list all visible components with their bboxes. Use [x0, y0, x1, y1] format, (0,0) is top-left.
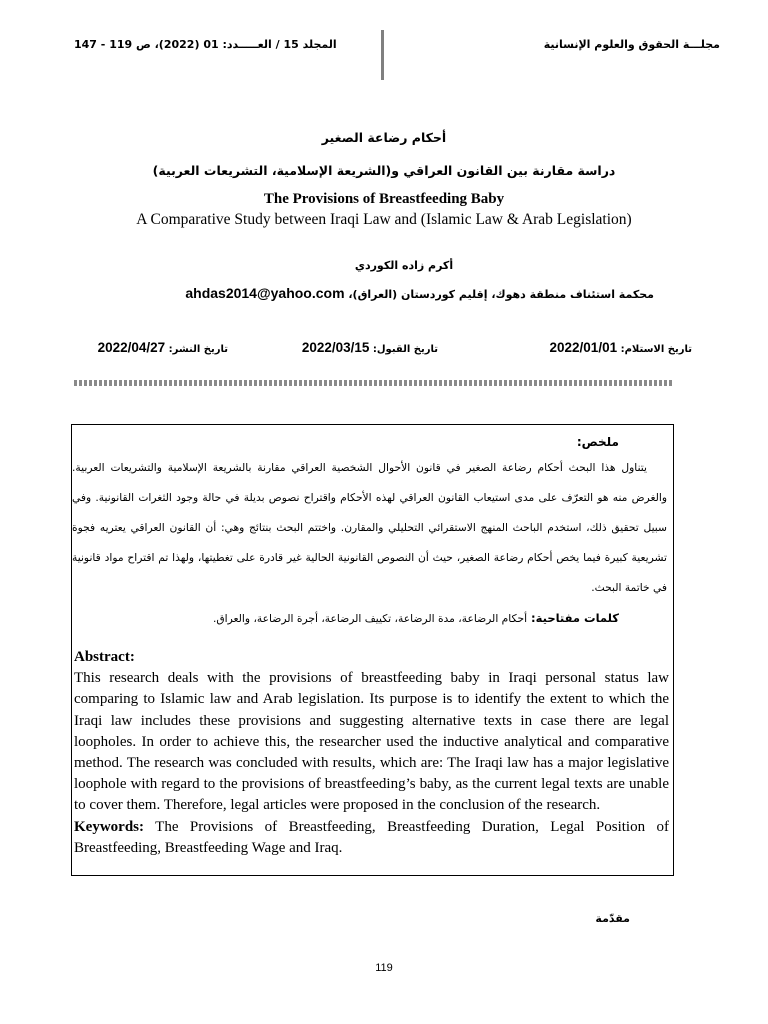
arabic-keywords [72, 603, 667, 634]
english-keywords [74, 817, 669, 859]
received-date [550, 340, 692, 355]
header-divider [381, 30, 384, 80]
english-abstract-heading: Abstract: [74, 649, 135, 665]
arabic-keywords-label: كلمات مفتاحية: [527, 611, 619, 625]
author-name: أكرم زاده الكوردي [354, 259, 454, 272]
arabic-abstract [72, 431, 669, 634]
section-separator [74, 380, 672, 386]
english-title: The Provisions of Breastfeeding Baby [263, 191, 505, 207]
author-email[interactable]: ahdas2014@yahoo.com [185, 285, 345, 301]
page-number: 119 [375, 962, 393, 974]
english-keywords-text: The Provisions of Breastfeeding, Breastfeeding Duration, Legal Position of Breastfeeding, Breastfeeding Wage and Iraq. [74, 818, 669, 856]
journal-name: مجلـــة الحقوق والعلوم الإنسانية [543, 38, 720, 51]
arabic-subtitle: دراسة مقارنة بين القانون العراقي و(الشريعة الإسلامية، التشريعات العربية) [152, 163, 616, 178]
arabic-keywords-text: أحكام الرضاعة، مدة الرضاعة، تكييف الرضاعة، أجرة الرضاعة، والعراق. [212, 612, 528, 625]
arabic-abstract-body: يتناول هذا البحث أحكام رضاعة الصغير في قانون الأحوال الشخصية العراقي مقارنة بالشريعة الإسلامية والتشريعات العربية. والغرض منه هو التعرّف على مدى استيعاب القانون العراقي لهذه الأحكام واقتراح نصوص بديلة في حالة وجود الثغرات القانونية. وفي سبيل تحقيق ذلك، استخدم الباحث المنهج الاستقرائي التحليلي والمقارن. واختتم البحث بنتائج وهي: أن القانون العراقي يعتريه فجوة تشريعية كبيرة فيما يخص أحكام رضاعة الصغير، حيث أن النصوص القانونية الحالية غير قادرة على تغطيتها، ولهذا تم اقتراح مواد قانونية في خاتمة البحث. [72, 461, 667, 594]
received-label: تاريخ الاستلام: [617, 344, 692, 355]
accepted-date [302, 340, 438, 355]
received-value: 2022/01/01 [549, 340, 618, 355]
english-keywords-label: Keywords: [74, 818, 144, 835]
accepted-label: تاريخ القبول: [369, 344, 438, 355]
english-abstract-body: This research deals with the provisions of breastfeeding baby in Iraqi personal status law comparing to Islamic law and Arab legislation. Its purpose is to identify the extent to which the Iraqi law includes these provisions and suggesting alternative texts in case there are legal loopholes. In order to achieve this, the researcher used the inductive analytical and comparative method. The research was concluded with results, which are: The Iraqi law has a major legislative loophole with regard to the provisions of breastfeeding’s baby, as the current legal texts are unable to cover them. Therefore, legal articles were proposed in the conclusion of the research. [74, 670, 669, 814]
arabic-title: أحكام رضاعة الصغير [321, 130, 447, 145]
author-affiliation [134, 285, 654, 301]
volume-info: المجلد 15 / العـــــدد: 01 (2022)، ص 119 - 147 [74, 38, 337, 51]
affiliation-text: محكمة استئناف منطقة دهوك، إقليم كوردستان (العراق)، [344, 288, 654, 301]
english-subtitle: A Comparative Study between Iraqi Law and (Islamic Law & Arab Legislation) [136, 211, 632, 228]
published-date [98, 340, 228, 355]
arabic-abstract-heading: ملخص: [576, 435, 619, 449]
abstract-box [71, 424, 674, 876]
accepted-value: 2022/03/15 [301, 340, 370, 355]
introduction-heading: مقدّمة [595, 912, 630, 925]
published-value: 2022/04/27 [97, 340, 166, 355]
english-abstract [74, 647, 669, 859]
published-label: تاريخ النشر: [165, 344, 228, 355]
